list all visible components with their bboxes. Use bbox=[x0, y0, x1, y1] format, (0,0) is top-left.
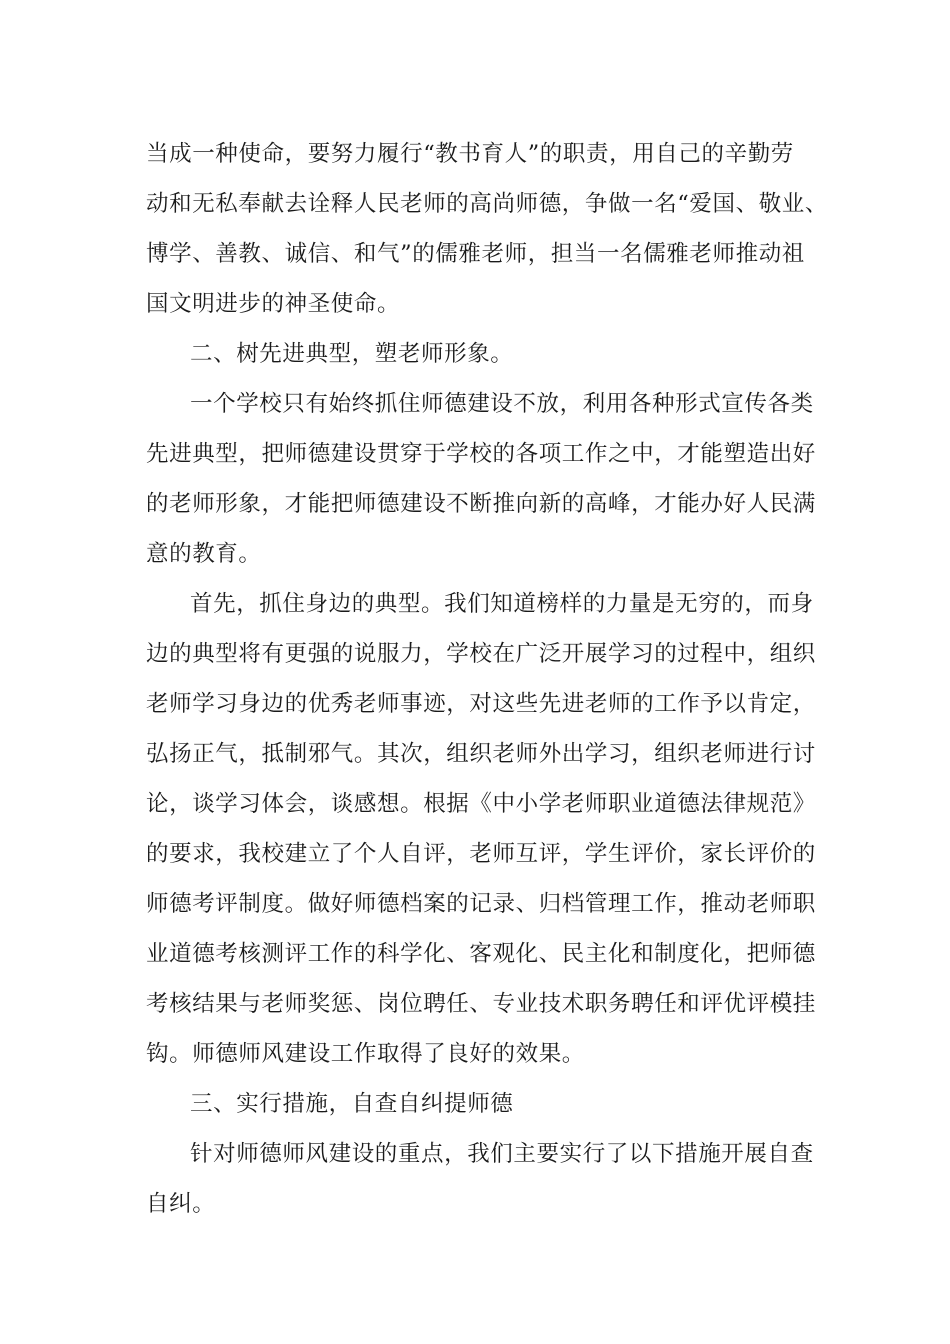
paragraph-line: 一个学校只有始终抓住师德建设不放，利用各种形式宣传各类 bbox=[190, 391, 814, 417]
paragraph-line: 当成一种使命，要努力履行“教书育人”的职责，用自己的辛勤劳 bbox=[146, 141, 794, 167]
paragraph-line: 考核结果与老师奖惩、岗位聘任、专业技术职务聘任和评优评模挂 bbox=[146, 991, 816, 1017]
paragraph-line: 业道德考核测评工作的科学化、客观化、民主化和制度化，把师德 bbox=[146, 941, 816, 967]
paragraph-line: 先进典型，把师德建设贯穿于学校的各项工作之中，才能塑造出好 bbox=[146, 441, 816, 467]
paragraph-line: 论，谈学习体会，谈感想。根据《中小学老师职业道德法律规范》 bbox=[146, 791, 816, 817]
paragraph-line: 动和无私奉献去诠释人民老师的高尚师德，争做一名“爱国、敬业、 bbox=[146, 191, 829, 217]
paragraph-line: 弘扬正气，抵制邪气。其次，组织老师外出学习，组织老师进行讨 bbox=[146, 741, 816, 767]
paragraph-line: 边的典型将有更强的说服力，学校在广泛开展学习的过程中，组织 bbox=[146, 641, 816, 667]
paragraph-line: 的老师形象，才能把师德建设不断推向新的高峰，才能办好人民满 bbox=[146, 491, 816, 517]
paragraph-line: 博学、善教、诚信、和气”的儒雅老师，担当一名儒雅老师推动祖 bbox=[146, 241, 805, 267]
paragraph-line: 钩。师德师风建设工作取得了良好的效果。 bbox=[146, 1041, 585, 1067]
section-heading: 三、实行措施，自查自纠提师德 bbox=[190, 1091, 514, 1117]
paragraph-line: 的要求，我校建立了个人自评，老师互评，学生评价，家长评价的 bbox=[146, 841, 816, 867]
section-heading: 二、树先进典型，塑老师形象。 bbox=[190, 341, 514, 367]
paragraph-line: 老师学习身边的优秀老师事迹，对这些先进老师的工作予以肯定， bbox=[146, 691, 816, 717]
paragraph-line: 自纠。 bbox=[146, 1191, 216, 1217]
paragraph-line: 意的教育。 bbox=[146, 541, 262, 567]
paragraph-line: 针对师德师风建设的重点，我们主要实行了以下措施开展自查 bbox=[190, 1141, 814, 1167]
paragraph-line: 首先，抓住身边的典型。我们知道榜样的力量是无穷的，而身 bbox=[190, 591, 814, 617]
paragraph-line: 国文明进步的神圣使命。 bbox=[146, 291, 401, 317]
paragraph-line: 师德考评制度。做好师德档案的记录、归档管理工作，推动老师职 bbox=[146, 891, 816, 917]
